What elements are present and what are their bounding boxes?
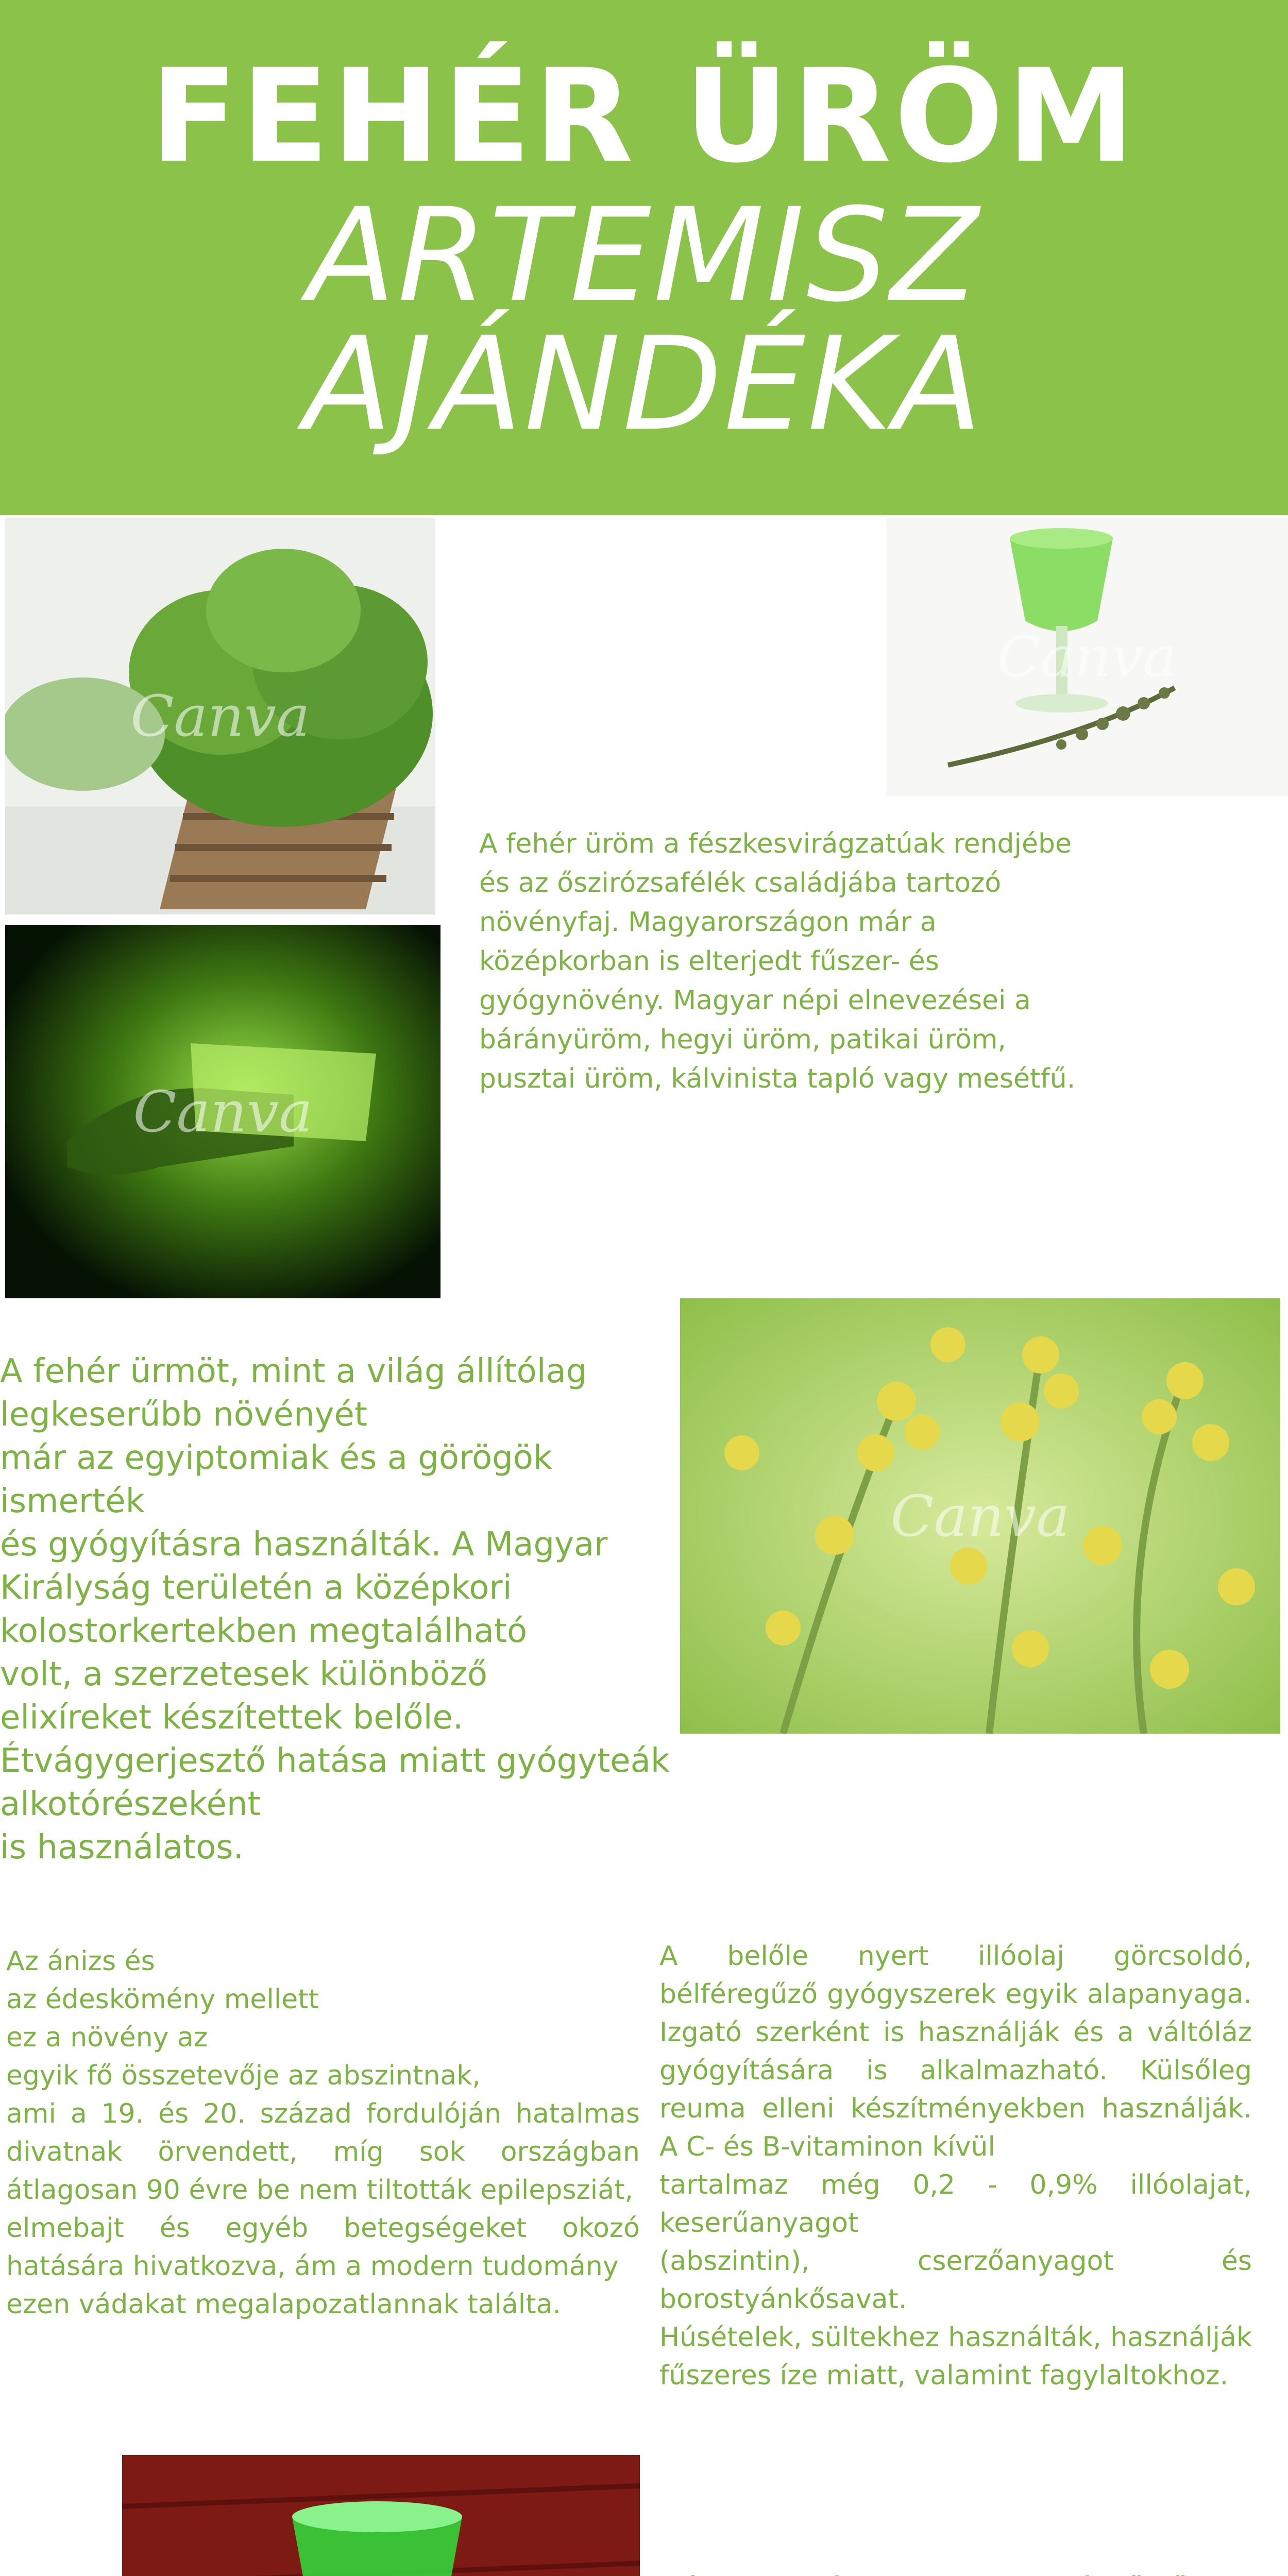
absinthe-line: az édeskömény mellett	[6, 1984, 319, 2015]
history-paragraph	[0, 1350, 680, 1869]
title-line-2: ARTEMISZ	[307, 180, 981, 330]
history-line: A fehér ürmöt, mint a világ állítólag	[0, 1352, 587, 1391]
history-line: Étvágygerjesztő hatása miatt gyógyteák	[0, 1742, 670, 1780]
history-line: alkotórészeként	[0, 1785, 261, 1823]
history-line: és gyógyításra használták. A Magyar	[0, 1526, 608, 1564]
title-line-1: FEHÉR ÜRÖM	[150, 41, 1138, 191]
absinthe-line: elmebajt és egyéb betegségeket okozó hatására hivatkozva, ám a modern tudomány	[6, 2213, 640, 2282]
absinthe-glass-photo	[886, 518, 1288, 796]
absinthe-line: egyik fő összetevője az abszintnak,	[6, 2060, 481, 2091]
absinthe-line: ami a 19. és 20. század fordulóján hatalmas divatnak örvendett, míg sok országban átlagosan 90 évre be nem tiltották epilepsziát,	[6, 2098, 640, 2206]
history-line: kolostorkertekben megtalálható	[0, 1612, 528, 1650]
header-banner	[0, 0, 1288, 515]
absinthe-line: ez a növény az	[6, 2022, 208, 2053]
title-line-3: AJÁNDÉKA	[303, 309, 985, 459]
canva-watermark: Canva	[997, 624, 1177, 690]
canva-watermark: Canva	[890, 1483, 1070, 1549]
medicinal-line: A belőle nyert illóolaj görcsoldó, bélféregűző gyógyszerek egyik alapanyaga. Izgató szerként is használják és a váltóláz gyógyítására is alkalmazható. Külsőleg reuma elleni készítményekben használják. A C- és B-vitaminon kívül	[659, 1941, 1252, 2162]
history-line: volt, a szerzetesek különböző	[0, 1655, 488, 1693]
medicinal-paragraph	[659, 1937, 1252, 2395]
canva-watermark: Canva	[133, 1078, 313, 1145]
absinthe-line: Az ánizs és	[6, 1946, 155, 1977]
absinthe-line: ezen vádakat megalapozatlannak találta.	[6, 2289, 561, 2320]
herb-basket-photo	[5, 518, 435, 914]
history-line: is használatos.	[0, 1828, 244, 1867]
medicinal-line: tartalmaz még 0,2 - 0,9% illóolajat, keserűanyagot	[659, 2170, 1252, 2239]
green-drink-photo	[122, 2455, 640, 2576]
canva-watermark: Canva	[130, 683, 310, 749]
intro-paragraph: A fehér üröm a fészkesvirágzatúak rendjébe és az őszirózsafélék családjába tartozó növényfaj. Magyarországon már a középkorban is elterjedt fűszer- és gyógynövény. Magyar népi elnevezései a bárányüröm, hegyi üröm, patikai üröm, pusztai üröm, kálvinista tapló vagy mesétfű.	[479, 828, 1076, 1094]
wormwood-flowers-photo	[680, 1298, 1280, 1734]
history-line: legkeserűbb növényét	[0, 1396, 367, 1434]
hand-glass-photo	[5, 925, 440, 1298]
medicinal-line: (abszintin), cserzőanyagot és borostyánkősavat.	[659, 2246, 1252, 2315]
history-line: már az egyiptomiak és a görögök ismerték	[0, 1439, 552, 1520]
absinthe-paragraph	[6, 1942, 640, 2324]
history-line: Királyság területén a középkori	[0, 1569, 512, 1607]
history-line: elixíreket készítettek belőle.	[0, 1699, 464, 1737]
medicinal-line: Húsételek, sültekhez használták, használják fűszeres íze miatt, valamint fagylaltokhoz.	[659, 2322, 1252, 2391]
